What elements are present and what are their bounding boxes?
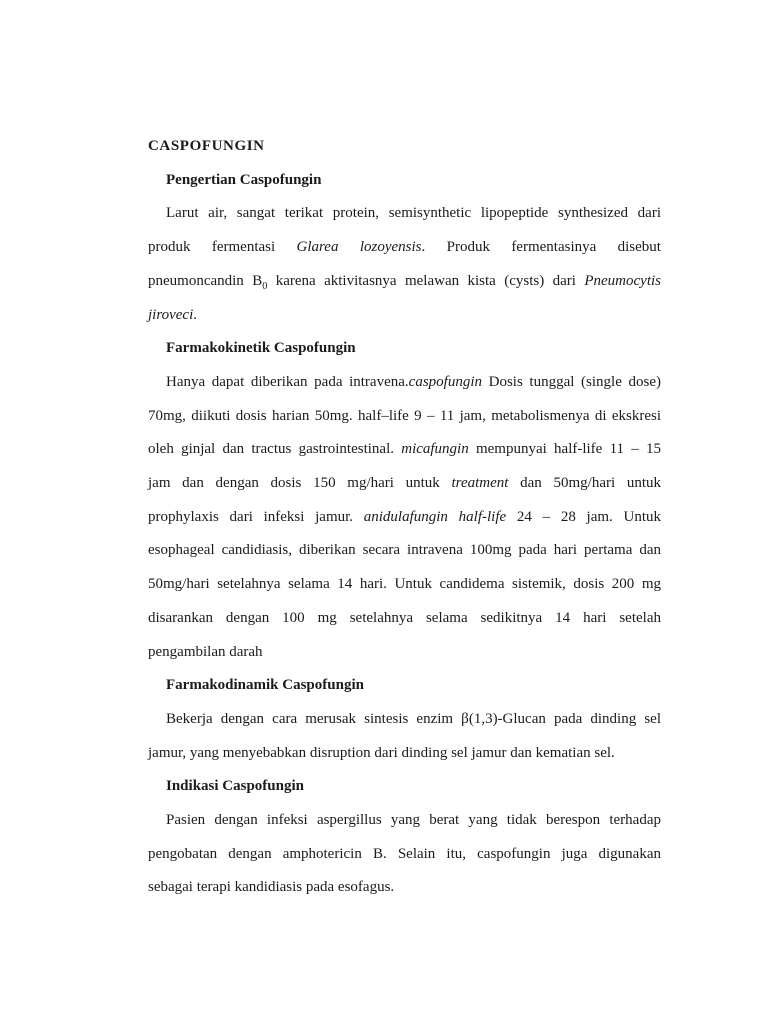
text-line: pneumoncandin $B_0$ karena aktivitasnya melawan kista (cysts) dari Pneumocytis: [148, 272, 661, 292]
text-line: prophylaxis dari infeksi jamur. anidulafungin half-life 24 – 28 jam. Untuk: [148, 508, 661, 525]
text-line: pengambilan darah: [148, 643, 263, 660]
text-line: Larut air, sangat terikat protein, semisynthetic lipopeptide synthesized dari: [166, 205, 661, 222]
section-heading: Indikasi Caspofungin: [166, 778, 304, 795]
text-line: sebagai terapi kandidiasis pada esofagus.: [148, 879, 395, 896]
section-heading: Farmakokinetik Caspofungin: [166, 340, 356, 357]
document-content: [148, 130, 661, 905]
text-line: pengobatan dengan amphotericin B. Selain itu, caspofungin juga digunakan: [148, 845, 661, 862]
text-line: Hanya dapat diberikan pada intravena.caspofungin Dosis tunggal (single dose): [166, 373, 661, 390]
text-line: jiroveci.: [148, 306, 198, 323]
text-line: 50mg/hari setelahnya selama 14 hari. Untuk candidema sistemik, dosis 200 mg: [148, 576, 661, 593]
text-line: jam dan dengan dosis 150 mg/hari untuk treatment dan 50mg/hari untuk: [148, 475, 661, 492]
text-line: jamur, yang menyebabkan disruption dari dinding sel jamur dan kematian sel.: [148, 744, 615, 761]
text-line: disarankan dengan 100 mg setelahnya selama sedikitnya 14 hari setelah: [148, 609, 661, 626]
section-heading: Farmakodinamik Caspofungin: [166, 677, 364, 694]
text-line: Bekerja dengan cara merusak sintesis enzim β(1,3)-Glucan pada dinding sel: [166, 710, 661, 727]
text-line: esophageal candidiasis, diberikan secara intravena 100mg pada hari pertama dan: [148, 542, 661, 559]
text-line: 70mg, diikuti dosis harian 50mg. half–life 9 – 11 jam, metabolismenya di ekskresi: [148, 407, 661, 424]
text-line: Pasien dengan infeksi aspergillus yang berat yang tidak berespon terhadap: [166, 812, 661, 829]
section-heading: Pengertian Caspofungin: [166, 171, 322, 188]
document-title: CASPOFUNGIN: [148, 138, 265, 154]
text-line: oleh ginjal dan tractus gastrointestinal. micafungin mempunyai half-life 11 – 15: [148, 441, 661, 458]
text-line: produk fermentasi Glarea lozoyensis. Produk fermentasinya disebut: [148, 239, 661, 256]
